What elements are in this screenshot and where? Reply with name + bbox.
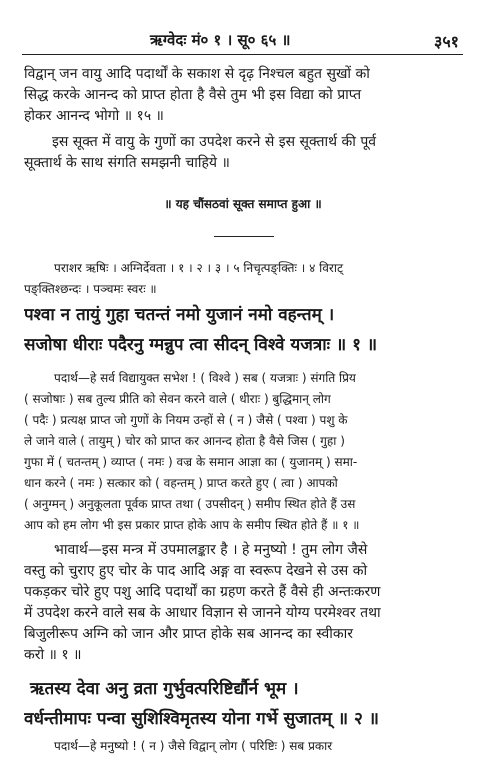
text-line: पङ्क्तिश्छन्दः । पञ्चमः स्वरः ॥: [24, 282, 157, 296]
bhavarth-paragraph: [24, 540, 462, 666]
section-divider: [214, 236, 274, 237]
text-line: करो ॥ १ ॥: [24, 647, 82, 663]
text-line: होकर आनन्द भोगो ॥ १५ ॥: [24, 108, 164, 124]
text-line: ( अनुग्मन् ) अनुकूलता पूर्वक प्राप्त तथा ( उपसीदन् ) समीप स्थित होते हैं उस: [24, 497, 356, 511]
text-line: आप को हम लोग भी इस प्रकार प्राप्त होके आप के समीप स्थित होते हैं ॥ १ ॥: [24, 518, 360, 532]
mantra-2: [24, 674, 462, 734]
running-title: ऋग्वेदः मं० १ । सू० ६५ ॥: [150, 31, 291, 49]
mantra-line: वर्धन्तीमापः पन्वा सुशिश्विमृतस्य योना गर्भे सुजातम् ॥ २ ॥: [24, 709, 379, 729]
text-line: पदार्थ—हे मनुष्यो ! ( न ) जैसे विद्वान् लोग ( परिष्टिः ) सब प्रकार: [54, 739, 333, 753]
page-number: ३५१: [434, 32, 459, 51]
text-line: सूक्तार्थ के साथ संगति समझनी चाहिये ॥: [24, 155, 230, 171]
mantra-line: पश्वा न तायुं गुहा चतन्तं नमो युजानं नमो वहन्तम् ।: [24, 305, 335, 325]
paragraph-1: [24, 64, 462, 127]
text-line: भावार्थ—इस मन्त्र में उपमालङ्कार है । हे मनुष्यो ! तुम लोग जैसे: [54, 542, 368, 558]
padarth-2-paragraph: [24, 736, 462, 757]
text-line: पकड़कर चोरे हुए पशु आदि पदार्थों का ग्रहण करते हैं वैसे ही अन्तःकरण: [24, 584, 381, 600]
text-line: में उपदेश करने वाले सब के आधार विज्ञान से जानने योग्य परमेश्वर तथा: [24, 605, 381, 621]
padarth-paragraph: [24, 368, 462, 536]
text-line: पदार्थ—हे सर्व विद्यायुक्त सभेश ! ( विश्वे ) सब ( यजत्राः ) संगति प्रिय: [54, 371, 356, 385]
text-line: सिद्ध करके आनन्द को प्राप्त होता है वैसे तुम भी इस विद्या को प्राप्त: [24, 87, 362, 103]
rishi-devata-line: [24, 258, 462, 300]
header-rule: [22, 54, 463, 55]
mantra-line: ऋतस्य देवा अनु व्रता गुर्भुवत्परिष्टिर्द्यौर्न भूम ।: [30, 679, 299, 699]
text-line: ( सजोषाः ) सब तुल्य प्रीति को सेवन करने वाले ( धीराः ) बुद्धिमान् लोग: [24, 392, 331, 406]
text-line: ( पदैः ) प्रत्यक्ष प्राप्त जो गुणों के नियम उन्हों से ( न ) जैसे ( पश्वा ) पशु के: [24, 413, 348, 427]
text-line: वस्तु को चुराए हुए चोर के पाद आदि अङ्ग वा स्वरूप देखने से उस को: [24, 563, 368, 579]
text-line: ले जाने वाले ( तायुम् ) चोर को प्राप्त कर आनन्द होता है वैसे जिस ( गुहा ): [24, 434, 345, 448]
mantra-line: सजोषा धीराः पदैरनु ग्मन्नुप त्वा सीदन् विश्वे यजत्राः ॥ १ ॥: [24, 335, 378, 355]
text-line: गुफा में ( चतन्तम् ) व्याप्त ( नमः ) वज्र के समान आज्ञा का ( युजानम् ) समा-: [24, 455, 358, 469]
text-line: पराशर ऋषिः । अग्निर्देवता । १ । २ । ३ । ५ निचृत्पङ्क्तिः । ४ विराट्: [54, 261, 343, 275]
paragraph-2: [24, 132, 462, 174]
text-line: बिजुलीरूप अग्नि को जान और प्राप्त होके सब आनन्द का स्वीकार: [24, 626, 354, 642]
mantra-1: [24, 300, 462, 360]
sukta-conclusion: ॥ यह चौंसठवां सूक्त समाप्त हुआ ॥: [164, 197, 322, 211]
text-line: इस सूक्त में वायु के गुणों का उपदेश करने से इस सूक्तार्थ की पूर्व: [52, 134, 377, 150]
text-line: धान करने ( नमः ) सत्कार को ( वहन्तम् ) प्राप्त करते हुए ( त्वा ) आपको: [24, 476, 338, 490]
page-header: [0, 30, 489, 50]
text-line: विद्वान् जन वायु आदि पदार्थों के सकाश से दृढ़ निश्चल बहुत सुखों को: [24, 66, 370, 82]
